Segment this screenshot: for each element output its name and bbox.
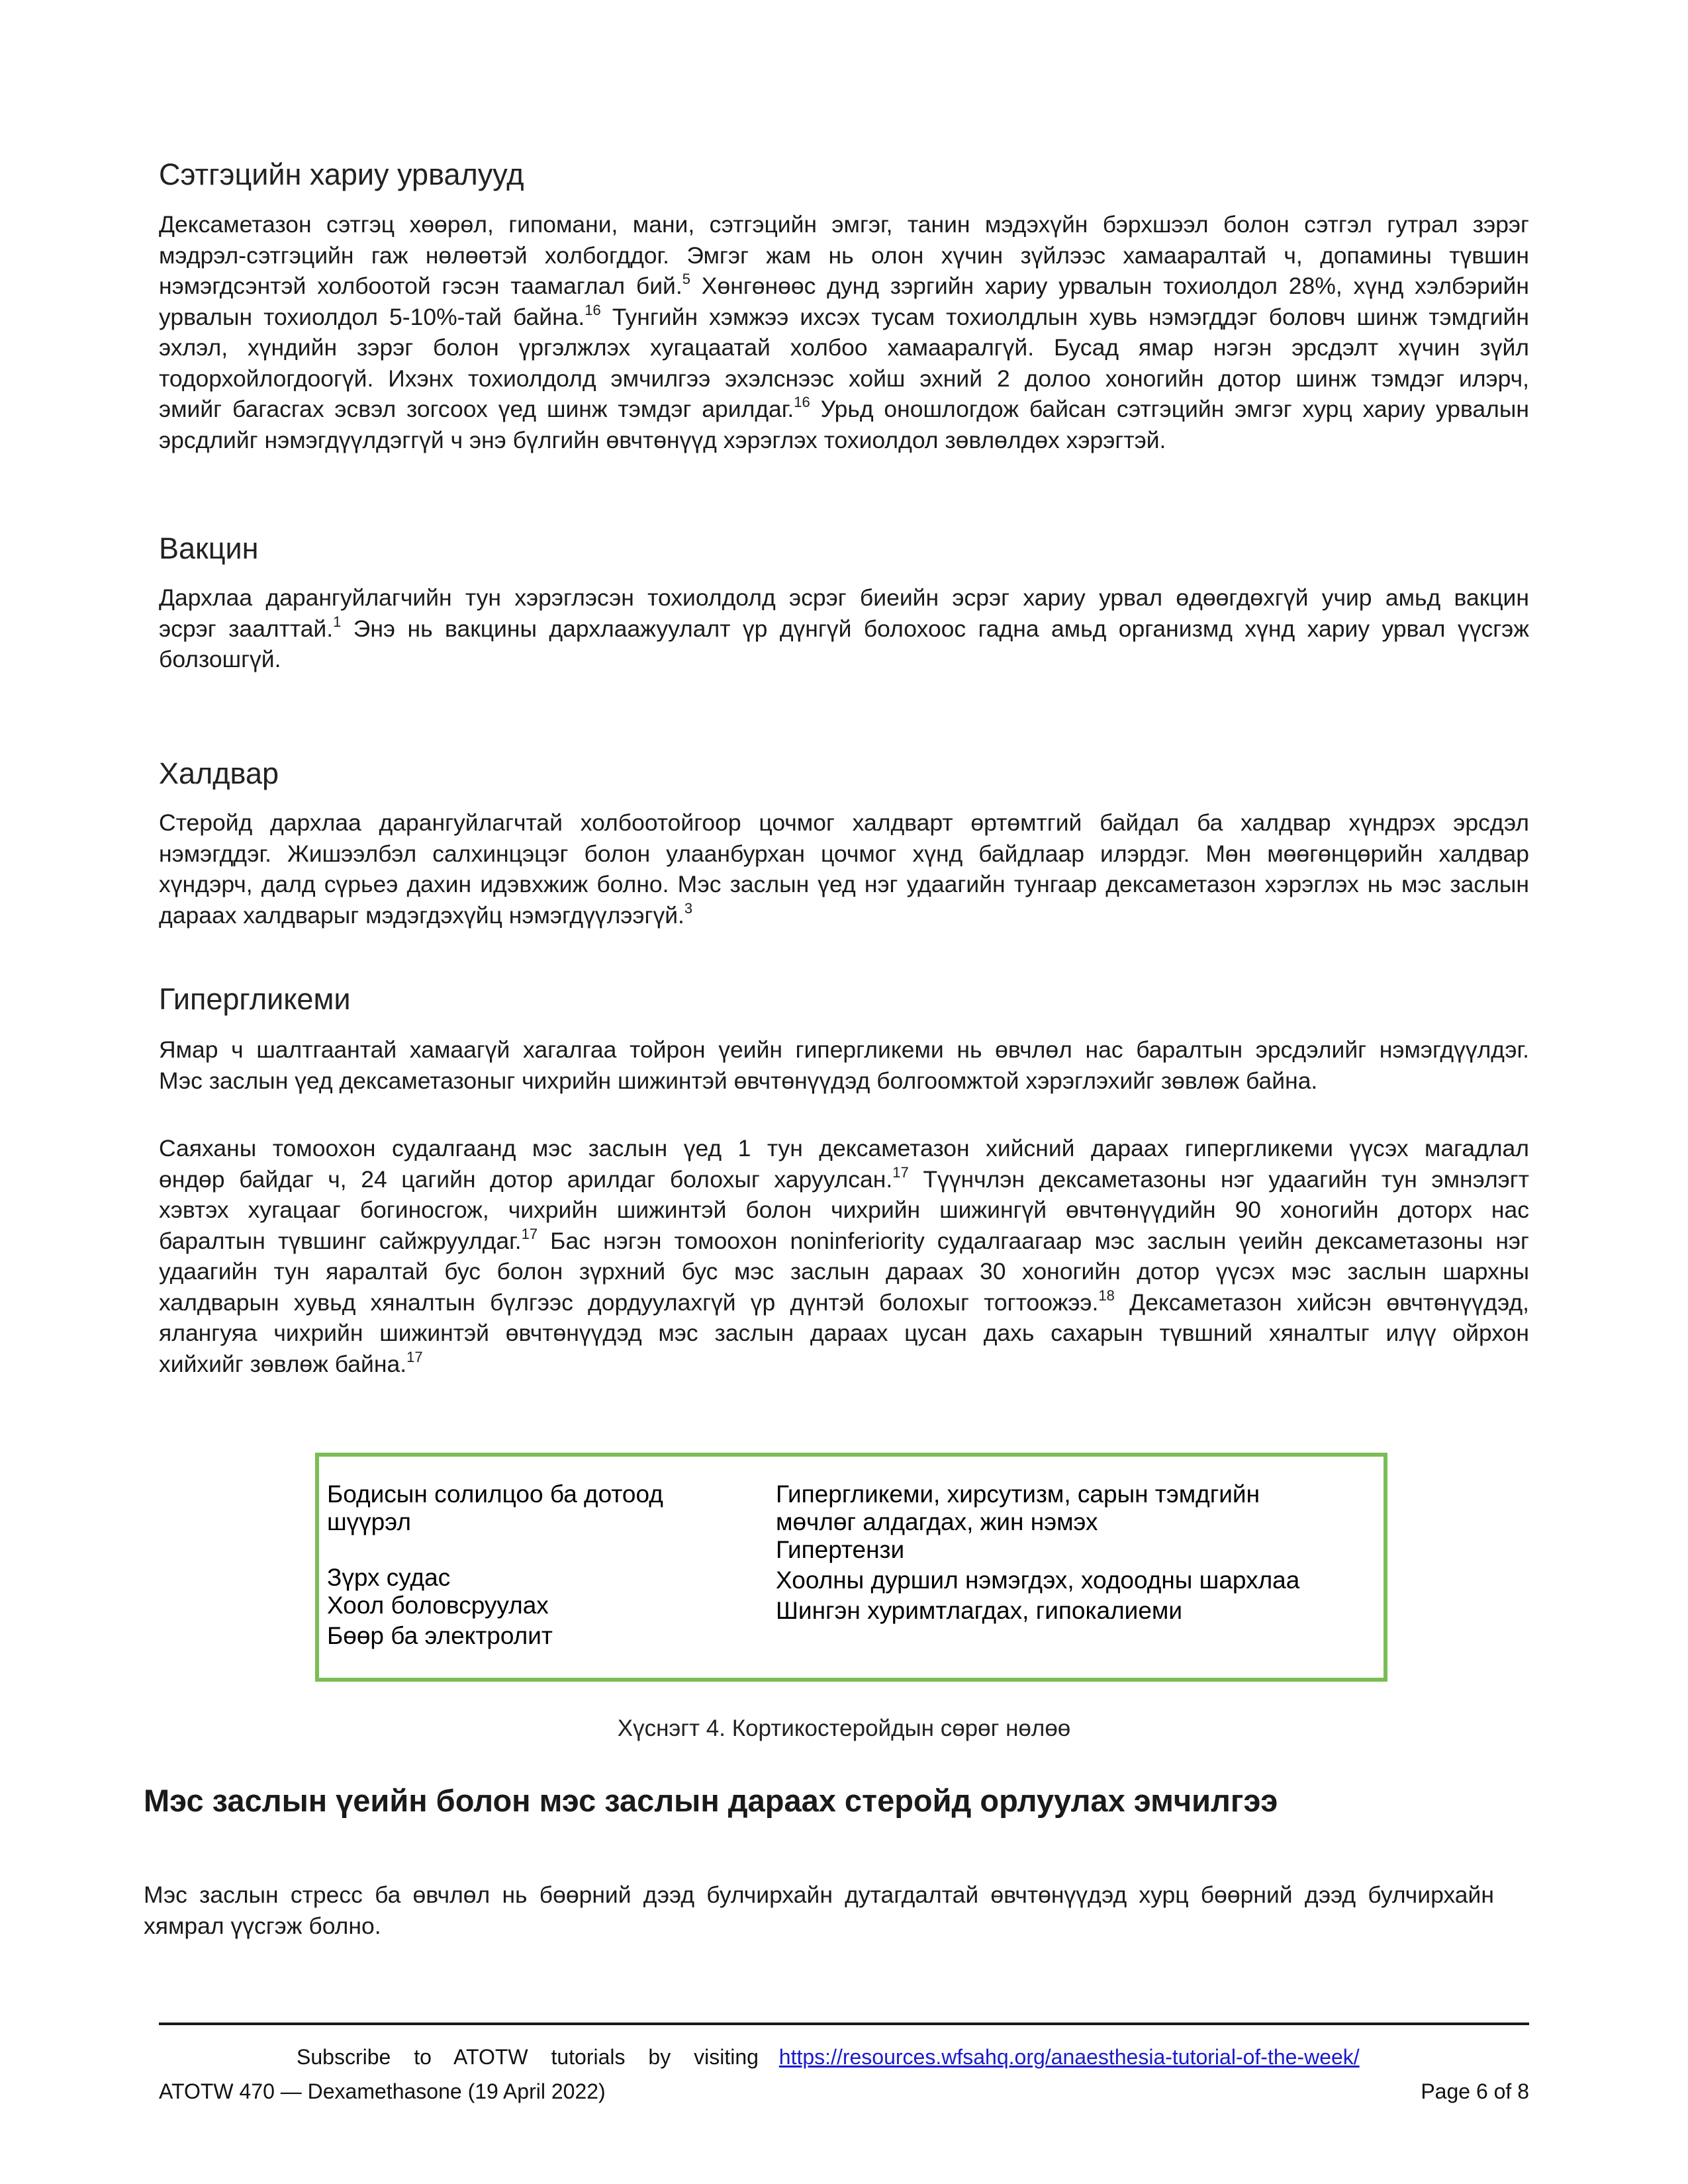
paragraph-line: тодорхойлогдоогүй. Ихэнх тохиолдолд эмчилгээ эхэлснээс хойш эхний 2 долоо хоногийн дотор шинж тэмдэг илэрч, [159, 365, 1529, 392]
paragraph-line: болзошгүй. [159, 646, 281, 672]
paragraph-line: эрсдлийг нэмэгдүүлдэггүй ч энэ бүлгийн өвчтөнүүд хэрэглэх тохиолдол зөвлөлдөх хэрэгтэй. [159, 426, 1166, 453]
tutorial-link[interactable]: https://resources.wfsahq.org/anaesthesia-tutorial-of-the-week/ [778, 2045, 1360, 2069]
footer-subscribe [297, 2045, 1360, 2070]
table-category: Бөөр ба электролит [327, 1622, 553, 1649]
paragraph-line: нэмэгддэг. Жишээлбэл салхинцэцэг болон улаанбурхан цочмог хүнд байдлаар илэрдэг. Мөн мөөгөнцөрийн халдвар [159, 840, 1529, 867]
paragraph-line: халдварын хувьд хяналтын бүлгээс дордуулахгүй үр дүнтэй болохыг тогтоожээ.$^{18}$ Дексаметазон хийсэн өвчтөнүүдэд, [159, 1287, 1529, 1316]
paragraph-line: мэдрэл-сэтгэцийн гаж нөлөөтэй холбогддог. Эмгэг жам нь олон хүчин зүйлээс хамааралтай ч, допамины түвшин [159, 242, 1529, 269]
paragraph-line: урвалын тохиолдол 5-10%-тай байна.$^{16}$ Тунгийн хэмжээ ихсэх тусам тохиолдлын хувь нэмэгддэг боловч шинж тэмдгийн [159, 301, 1529, 330]
section-heading-steroid-replacement: Мэс заслын үеийн болон мэс заслын дараах стеройд орлуулах эмчилгээ [144, 1783, 1278, 1818]
subscribe-text: Subscribe to ATOTW tutorials by visiting [297, 2045, 759, 2069]
table-effect: Шингэн хуримтлагдах, гипокалиеми [776, 1597, 1183, 1624]
footer-divider [159, 2023, 1529, 2025]
paragraph-line: Ямар ч шалтгаантай хамаагүй хагалгаа тойрон үеийн гипергликеми нь өвчлөл нас баралтын эрсдэлийг нэмэгдүүлдэг. [159, 1036, 1529, 1063]
paragraph-psychiatric [159, 209, 1529, 455]
paragraph-line: Мэс заслын стресс ба өвчлөл нь бөөрний дээд булчирхайн дутагдалтай өвчтөнүүдэд хурц бөөрний дээд булчирхайн [144, 1882, 1494, 1908]
citation-superscript: 17 [406, 1348, 423, 1365]
paragraph-line: эхлэл, хүндийн зэрэг болон үргэлжлэх хугацаатай холбоо хамааралгүй. Бусад ямар нэгэн эрсдэлт хүчин зүйл [159, 334, 1529, 361]
section-heading-hyperglycemia: Гипергликеми [159, 982, 351, 1016]
table-effect: Хоолны дуршил нэмэгдэх, ходоодны шархлаа [776, 1567, 1300, 1594]
section-heading-infection: Халдвар [159, 756, 279, 790]
paragraph-line: хүндэрч, далд сүрьеэ дахин идэвхжиж болно. Мэс заслын үед нэг удаагийн тунгаар дексаметазон хэрэглэх нь мэс заслын [159, 871, 1529, 897]
citation-superscript: 16 [585, 301, 601, 318]
paragraph-line: эмийг багасгах эсвэл зогсоох үед шинж тэмдэг арилдаг.$^{16}$ Урьд оношлогдож байсан сэтгэцийн эмгэг хурц хариу урвалын [159, 394, 1529, 422]
paragraph-line: баралтын түвшинг сайжруулдаг.$^{17}$ Бас нэгэн томоохон noninferiority судалгаагаар мэс заслын үеийн дексаметазоны нэг [159, 1225, 1529, 1254]
citation-superscript: 17 [521, 1225, 538, 1242]
paragraph-line: Стеройд дархлаа дарангуйлагчтай холбоотойгоор цочмог халдварт өртөмтгий байдал ба халдвар хүндрэх эрсдэл [159, 809, 1529, 836]
table-category: Бодисын солилцоо ба дотоод [327, 1480, 663, 1508]
paragraph-line: Дархлаа дарангуйлагчийн тун хэрэглэсэн тохиолдолд эсрэг биеийн эсрэг хариу урвал өдөөгдөхгүй учир амьд вакцин [159, 584, 1529, 611]
paragraph-line: ялангуяа чихрийн шижинтэй өвчтөнүүдэд мэс заслын дараах цусан дахь сахарын түвшний хяналтыг илүү ойрхон [159, 1320, 1529, 1346]
citation-superscript: 1 [333, 613, 342, 630]
table-effect: Гипергликеми, хирсутизм, сарын тэмдгийн [776, 1480, 1260, 1508]
paragraph-line: Дексаметазон сэтгэц хөөрөл, гипомани, мани, сэтгэцийн эмгэг, танин мэдэхүйн бэрхшээл болон сэтгэл гутрал зэрэг [159, 211, 1529, 238]
paragraph-line: дараах халдварыг мэдэгдэхүйц нэмэгдүүлээгүй.$^3$ [159, 899, 693, 929]
paragraph-line: хямрал үүсгэж болно. [144, 1912, 381, 1939]
table-category: Хоол боловсруулах [327, 1592, 549, 1619]
table-effects-column [776, 1480, 1299, 1625]
section-heading-psychiatric: Сэтгэцийн хариу урвалууд [159, 158, 524, 191]
section-heading-vaccine: Вакцин [159, 531, 259, 565]
paragraph-line: Саяханы томоохон судалгаанд мэс заслын үед 1 тун дексаметазон хийсний дараах гипергликеми үүсэх магадлал [159, 1135, 1529, 1161]
paragraph-line: хэвтэх хугацааг богиносгож, чихрийн шижинтэй болон чихрийн шижингүй өвчтөнүүдийн 90 хоногийн доторх нас [159, 1197, 1529, 1223]
table-spacer [327, 1536, 663, 1564]
paragraph-line: удаагийн тун яаралтай бус болон зүрхний бус мэс заслын дараах 30 хоногийн дотор үүсэх мэс заслын шархны [159, 1258, 1529, 1285]
table-category: Зүрх судас [327, 1564, 451, 1591]
paragraph-line: нэмэгдсэнтэй холбоотой гэсэн таамаглал бий.$^5$ Хөнгөнөөс дунд зэргийн хариу урвалын тохиолдол 28%, хүнд хэлбэрийн [159, 271, 1529, 299]
footer-page-number: Page 6 of 8 [1421, 2079, 1529, 2103]
citation-superscript: 18 [1098, 1287, 1115, 1304]
paragraph-line: өндөр байдаг ч, 24 цагийн дотор арилдаг болохыг харуулсан.$^{17}$ Түүнчлэн дексаметазоны нэг удаагийн тун эмнэлэгт [159, 1163, 1529, 1193]
table-caption: Хүснэгт 4. Кортикостеройдын сөрөг нөлөө [617, 1715, 1071, 1741]
paragraph-vaccine [159, 582, 1529, 675]
paragraph-line: хийхийг зөвлөж байна.$^{17}$ [159, 1348, 423, 1377]
paragraph-hyperglycemia-intro [159, 1034, 1529, 1096]
paragraph-line: Мэс заслын үед дексаметазоныг чихрийн шижинтэй өвчтөнүүдэд болгоомжтой хэрэглэхийг зөвлөж байна. [159, 1067, 1318, 1094]
paragraph-infection [159, 807, 1529, 931]
citation-superscript: 3 [684, 899, 693, 917]
footer-doc-title: ATOTW 470 — Dexamethasone (19 April 2022) [159, 2079, 606, 2103]
paragraph-line: эсрэг заалттай.$^1$ Энэ нь вакцины дархлаажуулалт үр дүнгүй болохоос гадна амьд организмд хүнд хариу урвал үүсгэж [159, 613, 1529, 642]
table-categories-column [327, 1480, 663, 1650]
paragraph-steroid-replacement [144, 1880, 1494, 1941]
citation-superscript: 5 [682, 271, 690, 288]
table-effect: Гипертензи [776, 1536, 905, 1563]
side-effects-table [315, 1453, 1387, 1682]
citation-superscript: 17 [892, 1163, 909, 1181]
table-effect: мөчлөг алдагдах, жин нэмэх [776, 1508, 1098, 1535]
paragraph-hyperglycemia-studies [159, 1133, 1529, 1379]
citation-superscript: 16 [794, 394, 810, 411]
table-category: шүүрэл [327, 1508, 411, 1535]
